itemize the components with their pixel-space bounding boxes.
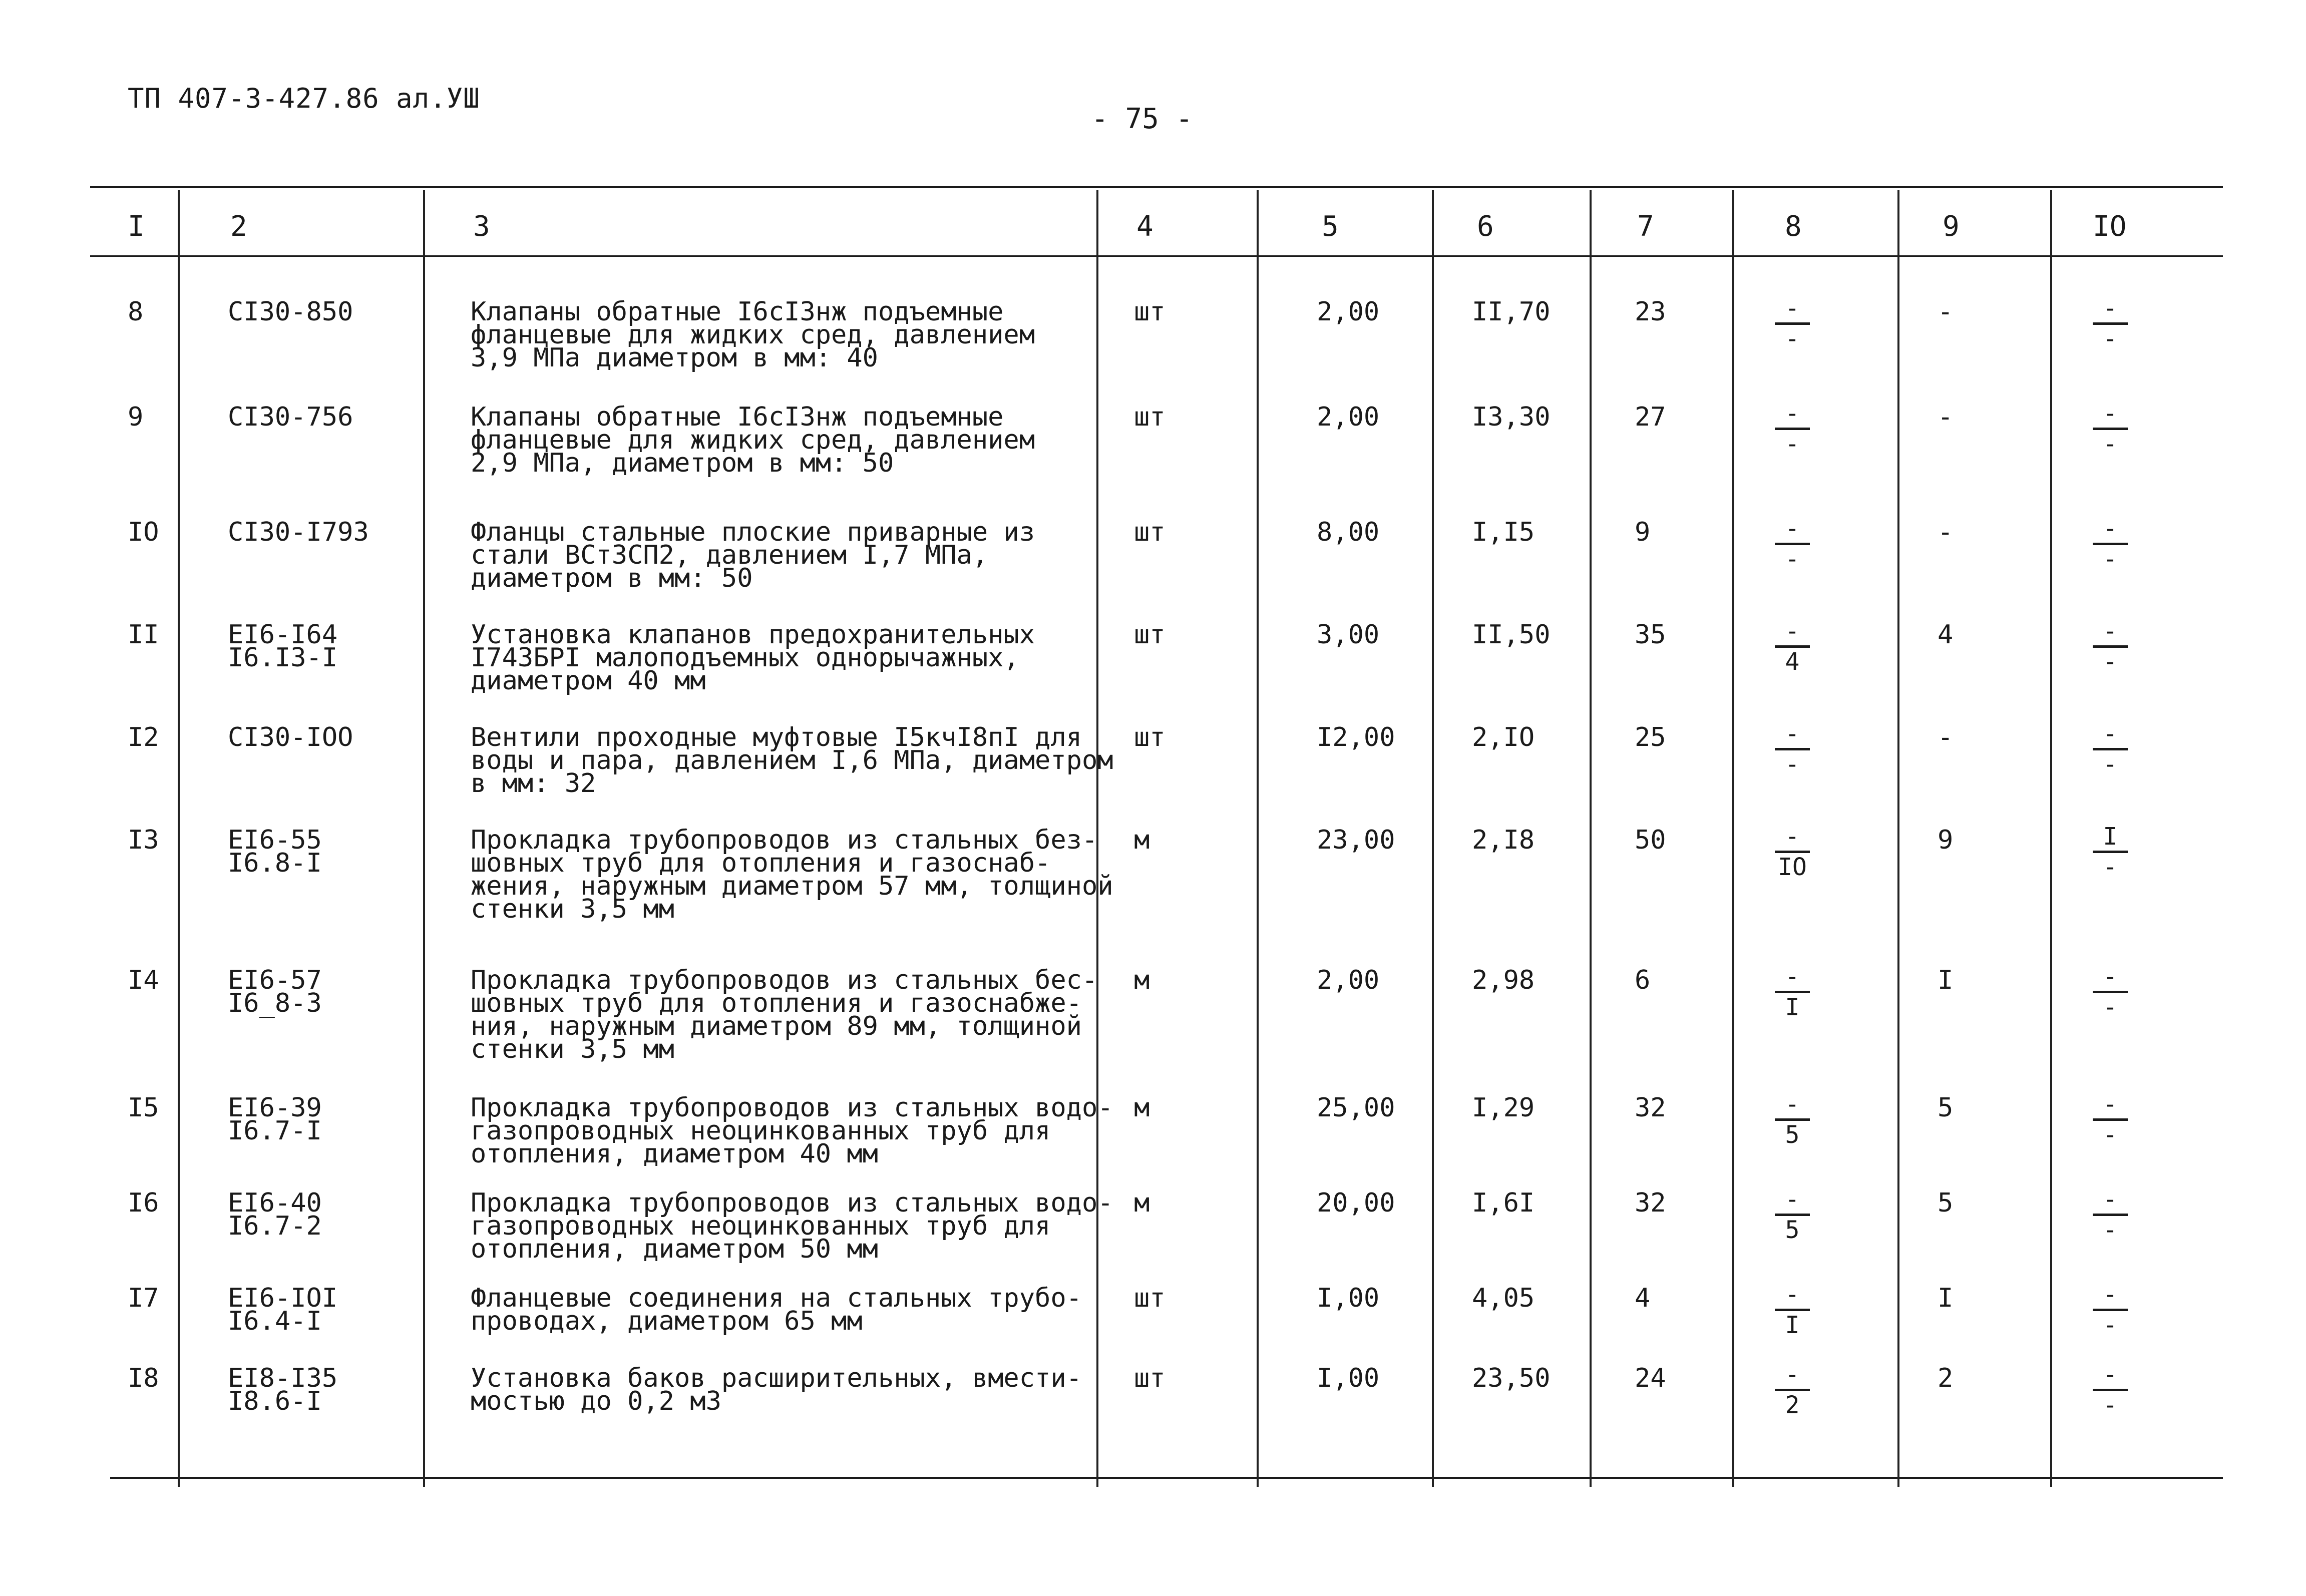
work-description: Клапаны обратные I6cI3нж подъемные фланцевые для жидких сред, давлением 3,9 МПа диаметром в мм: 40	[471, 297, 1035, 373]
unit: шт	[1134, 517, 1166, 547]
row-number: 9	[128, 402, 144, 432]
fraction-numerator: I	[2103, 823, 2118, 851]
col9-value: -	[1938, 297, 1954, 327]
total: 6	[1635, 965, 1651, 995]
fraction-numerator: -	[1785, 400, 1800, 428]
work-description: Клапаны обратные I6cI3нж подъемные фланцевые для жидких сред, давлением 2,9 МПа, диаметром в мм: 50	[471, 402, 1035, 478]
row-number: I3	[128, 825, 159, 855]
price-code: EI6-39 I6.7-I	[228, 1093, 322, 1146]
quantity: I,00	[1317, 1363, 1380, 1393]
quantity: 23,00	[1317, 825, 1395, 855]
column-header: 8	[1785, 210, 1802, 243]
total: 32	[1635, 1188, 1666, 1218]
column-header: 3	[473, 210, 490, 243]
total: 32	[1635, 1093, 1666, 1123]
row-number: 8	[128, 297, 144, 327]
column-header: 7	[1637, 210, 1654, 243]
fraction-denominator: -	[2103, 430, 2118, 458]
fraction-denominator: -	[2103, 1216, 2118, 1244]
fraction-col8	[1770, 720, 1815, 778]
quantity: 8,00	[1317, 517, 1380, 547]
column-header: IO	[2093, 210, 2127, 243]
fraction-col8	[1770, 400, 1815, 458]
col9-value: 9	[1938, 825, 1954, 855]
fraction-col8	[1770, 1361, 1815, 1419]
fraction-col8	[1770, 515, 1815, 573]
unit: шт	[1134, 1283, 1166, 1313]
fraction-denominator: 4	[1785, 648, 1800, 676]
quantity: 2,00	[1317, 965, 1380, 995]
work-description: Установка клапанов предохранительных I743БРI малоподъемных однорычажных, диаметром 40 мм	[471, 620, 1035, 696]
unit: шт	[1134, 402, 1166, 432]
fraction-col8	[1770, 1281, 1815, 1339]
quantity: 20,00	[1317, 1188, 1395, 1218]
quantity: 2,00	[1317, 402, 1380, 432]
unit-price: I,6I	[1472, 1188, 1535, 1218]
column-divider	[423, 190, 425, 1487]
row-number: I6	[128, 1188, 159, 1218]
total: 9	[1635, 517, 1651, 547]
column-divider	[1432, 190, 1434, 1487]
fraction-numerator: -	[1785, 1281, 1800, 1309]
page-number: - 75 -	[1091, 103, 1193, 135]
fraction-numerator: -	[2103, 1361, 2118, 1389]
fraction-col10	[2088, 823, 2133, 881]
fraction-numerator: -	[2103, 1090, 2118, 1118]
fraction-col8	[1770, 1090, 1815, 1149]
price-code: EI6-IOI I6.4-I	[228, 1283, 338, 1336]
fraction-denominator: -	[2103, 1391, 2118, 1419]
row-number: I4	[128, 965, 159, 995]
fraction-col8	[1770, 1185, 1815, 1244]
fraction-denominator: 5	[1785, 1216, 1800, 1244]
col9-value: -	[1938, 722, 1954, 752]
fraction-numerator: -	[2103, 963, 2118, 991]
column-header: 9	[1943, 210, 1960, 243]
unit-price: I,29	[1472, 1093, 1535, 1123]
column-divider	[1732, 190, 1734, 1487]
row-number: II	[128, 620, 159, 650]
total: 4	[1635, 1283, 1651, 1313]
fraction-numerator: -	[2103, 720, 2118, 748]
fraction-col8	[1770, 963, 1815, 1021]
quantity: 2,00	[1317, 297, 1380, 327]
fraction-numerator: -	[2103, 1281, 2118, 1309]
work-description: Установка баков расширительных, вмести- мостью до 0,2 м3	[471, 1363, 1082, 1416]
col9-value: 2	[1938, 1363, 1954, 1393]
col9-value: -	[1938, 517, 1954, 547]
work-description: Вентили проходные муфтовые I5кчI8пI для воды и пара, давлением I,6 МПа, диаметром в мм: 32	[471, 722, 1113, 799]
fraction-col10	[2088, 1281, 2133, 1339]
unit: м	[1134, 965, 1150, 995]
fraction-col10	[2088, 1361, 2133, 1419]
work-description: Прокладка трубопроводов из стальных водо- газопроводных неоцинкованных труб для отопления, диаметром 50 мм	[471, 1188, 1113, 1264]
fraction-denominator: -	[2103, 750, 2118, 778]
fraction-col8	[1770, 823, 1815, 881]
unit-price: II,50	[1472, 620, 1551, 650]
quantity: I2,00	[1317, 722, 1395, 752]
price-code: CI30-I793	[228, 517, 369, 547]
column-divider	[1897, 190, 1899, 1487]
unit: шт	[1134, 1363, 1166, 1393]
price-code: CI30-IOO	[228, 722, 353, 752]
fraction-denominator: I	[1785, 1311, 1800, 1339]
fraction-numerator: -	[1785, 1090, 1800, 1118]
column-header: 5	[1322, 210, 1339, 243]
fraction-col10	[2088, 963, 2133, 1021]
quantity: 3,00	[1317, 620, 1380, 650]
unit: шт	[1134, 722, 1166, 752]
unit: м	[1134, 1188, 1150, 1218]
row-number: I7	[128, 1283, 159, 1313]
total: 35	[1635, 620, 1666, 650]
unit-price: I,I5	[1472, 517, 1535, 547]
total: 24	[1635, 1363, 1666, 1393]
fraction-denominator: I	[1785, 993, 1800, 1021]
fraction-denominator: -	[1785, 750, 1800, 778]
price-code: CI30-850	[228, 297, 353, 327]
price-code: EI6-40 I6.7-2	[228, 1188, 322, 1241]
table-top-rule	[90, 186, 2223, 188]
fraction-denominator: 2	[1785, 1391, 1800, 1419]
fraction-numerator: -	[2103, 617, 2118, 645]
column-header: 4	[1136, 210, 1154, 243]
row-number: I5	[128, 1093, 159, 1123]
fraction-denominator: -	[1785, 325, 1800, 353]
fraction-numerator: -	[1785, 515, 1800, 543]
price-code: EI8-I35 I8.6-I	[228, 1363, 338, 1416]
row-number: I8	[128, 1363, 159, 1393]
total: 23	[1635, 297, 1666, 327]
fraction-numerator: -	[1785, 1361, 1800, 1389]
col9-value: I	[1938, 965, 1954, 995]
unit-price: I3,30	[1472, 402, 1551, 432]
fraction-numerator: -	[2103, 515, 2118, 543]
col9-value: 5	[1938, 1093, 1954, 1123]
fraction-numerator: -	[2103, 1185, 2118, 1214]
unit-price: 23,50	[1472, 1363, 1551, 1393]
unit: м	[1134, 1093, 1150, 1123]
fraction-denominator: -	[2103, 1121, 2118, 1149]
fraction-numerator: -	[1785, 963, 1800, 991]
fraction-denominator: -	[2103, 545, 2118, 573]
fraction-col10	[2088, 515, 2133, 573]
fraction-denominator: IO	[1778, 853, 1807, 881]
col9-value: 5	[1938, 1188, 1954, 1218]
unit-price: 2,IO	[1472, 722, 1535, 752]
fraction-col10	[2088, 720, 2133, 778]
row-number: IO	[128, 517, 159, 547]
fraction-numerator: -	[2103, 400, 2118, 428]
quantity: I,00	[1317, 1283, 1380, 1313]
unit-price: 4,05	[1472, 1283, 1535, 1313]
column-header: 6	[1477, 210, 1494, 243]
work-description: Прокладка трубопроводов из стальных без- шовных труб для отопления и газоснаб- жения, наружным диаметром 57 мм, толщиной стенки 3,5 мм	[471, 825, 1113, 924]
quantity: 25,00	[1317, 1093, 1395, 1123]
col9-value: -	[1938, 402, 1954, 432]
unit-price: 2,98	[1472, 965, 1535, 995]
unit-price: II,70	[1472, 297, 1551, 327]
fraction-col10	[2088, 617, 2133, 676]
fraction-col10	[2088, 1185, 2133, 1244]
fraction-denominator: -	[2103, 993, 2118, 1021]
work-description: Фланцевые соединения на стальных трубо- проводах, диаметром 65 мм	[471, 1283, 1082, 1336]
table-bottom-rule	[110, 1477, 2223, 1479]
column-divider	[1257, 190, 1259, 1487]
price-code: EI6-57 I6_8-3	[228, 965, 322, 1018]
col9-value: 4	[1938, 620, 1954, 650]
column-divider	[178, 190, 180, 1487]
header-bottom-rule	[90, 255, 2223, 257]
fraction-col10	[2088, 400, 2133, 458]
row-number: I2	[128, 722, 159, 752]
price-code: EI6-I64 I6.I3-I	[228, 620, 338, 673]
fraction-numerator: -	[1785, 720, 1800, 748]
fraction-numerator: -	[1785, 823, 1800, 851]
column-divider	[1590, 190, 1592, 1487]
fraction-col8	[1770, 617, 1815, 676]
price-code: EI6-55 I6.8-I	[228, 825, 322, 878]
work-description: Прокладка трубопроводов из стальных водо- газопроводных неоцинкованных труб для отопления, диаметром 40 мм	[471, 1093, 1113, 1169]
document-code: ТП 407-3-427.86 ал.УШ	[128, 83, 480, 114]
fraction-denominator: -	[2103, 853, 2118, 881]
fraction-denominator: -	[1785, 545, 1800, 573]
unit-price: 2,I8	[1472, 825, 1535, 855]
work-description: Фланцы стальные плоские приварные из стали ВСт3СП2, давлением I,7 МПа, диаметром в мм: 50	[471, 517, 1035, 593]
col9-value: I	[1938, 1283, 1954, 1313]
work-description: Прокладка трубопроводов из стальных бес- шовных труб для отопления и газоснабже- ния, наружным диаметром 89 мм, толщиной стенки 3,5 мм	[471, 965, 1098, 1064]
column-header: I	[128, 210, 145, 243]
column-divider	[2050, 190, 2052, 1487]
unit: шт	[1134, 297, 1166, 327]
unit: м	[1134, 825, 1150, 855]
total: 27	[1635, 402, 1666, 432]
fraction-numerator: -	[1785, 294, 1800, 322]
price-code: CI30-756	[228, 402, 353, 432]
total: 25	[1635, 722, 1666, 752]
fraction-denominator: -	[2103, 648, 2118, 676]
fraction-denominator: 5	[1785, 1121, 1800, 1149]
fraction-numerator: -	[1785, 1185, 1800, 1214]
fraction-denominator: -	[1785, 430, 1800, 458]
unit: шт	[1134, 620, 1166, 650]
fraction-col8	[1770, 294, 1815, 353]
total: 50	[1635, 825, 1666, 855]
fraction-col10	[2088, 1090, 2133, 1149]
fraction-denominator: -	[2103, 325, 2118, 353]
fraction-denominator: -	[2103, 1311, 2118, 1339]
column-header: 2	[230, 210, 247, 243]
fraction-col10	[2088, 294, 2133, 353]
fraction-numerator: -	[2103, 294, 2118, 322]
fraction-numerator: -	[1785, 617, 1800, 645]
